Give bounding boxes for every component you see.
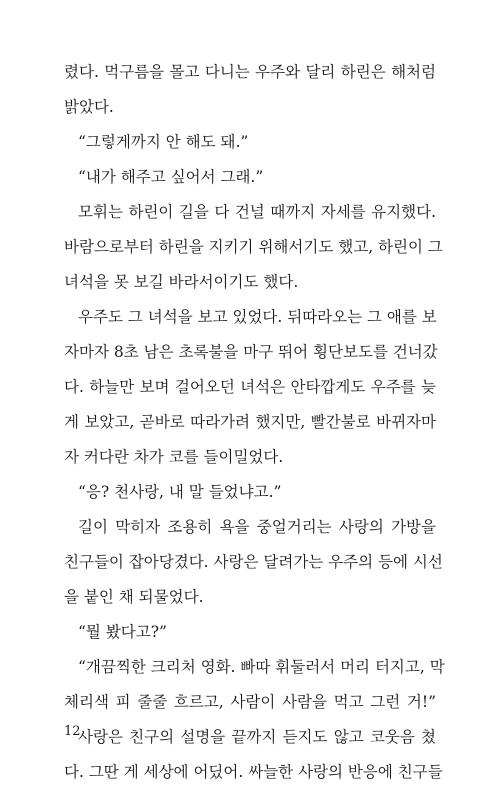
text-line: 친구들이 잡아당겼다. 사랑은 달려가는 우주의 등에 시선 (64, 553, 443, 571)
text-line: 자 커다란 차가 코를 들이밀었다. (64, 448, 284, 466)
text-line: 바람으로부터 하린을 지키기 위해서기도 했고, 하린이 그 (64, 238, 443, 256)
text-line: 사랑은 친구의 설명을 끝까지 듣지도 않고 코웃음 쳤 (78, 728, 436, 746)
text-line: 다. 그딴 게 세상에 어딨어. 싸늘한 사랑의 반응에 친구들 (64, 763, 443, 781)
page-number: 12 (64, 724, 81, 739)
text-line: 밝았다. (64, 98, 114, 116)
text-line: 자마자 8초 남은 초록불을 마구 뛰어 횡단보도를 건너갔 (64, 343, 438, 361)
text-line: 길이 막히자 조용히 욕을 중얼거리는 사랑의 가방을 (78, 518, 436, 536)
text-line: 녀석을 못 보길 바라서이기도 했다. (64, 273, 299, 291)
text-line: “내가 해주고 싶어서 그래.” (78, 168, 264, 186)
text-line: 게 보았고, 곧바로 따라가려 했지만, 빨간불로 바뀌자마 (64, 413, 436, 431)
text-line: “응? 천사랑, 내 말 들었냐고.” (78, 483, 282, 501)
text-line: 체리색 피 줄줄 흐르고, 사람이 사람을 먹고 그런 거!” (64, 693, 436, 711)
text-line: 렸다. 먹구름을 몰고 다니는 우주와 달리 하린은 해처럼 (64, 63, 436, 81)
text-line: 우주도 그 녀석을 보고 있었다. 뒤따라오는 그 애를 보 (78, 308, 437, 326)
text-line: 모휘는 하린이 길을 다 건널 때까지 자세를 유지했다. (78, 203, 436, 221)
text-line: 을 붙인 채 되물었다. (64, 588, 204, 606)
text-line: “개끔찍한 크리처 영화. 빠따 휘둘러서 머리 터지고, 막 (78, 658, 445, 676)
text-line: “그렇게까지 안 해도 돼.” (78, 133, 249, 151)
text-line: “뭘 봤다고?” (78, 623, 167, 641)
text-line: 다. 하늘만 보며 걸어오던 녀석은 안타깝게도 우주를 늦 (64, 378, 436, 396)
